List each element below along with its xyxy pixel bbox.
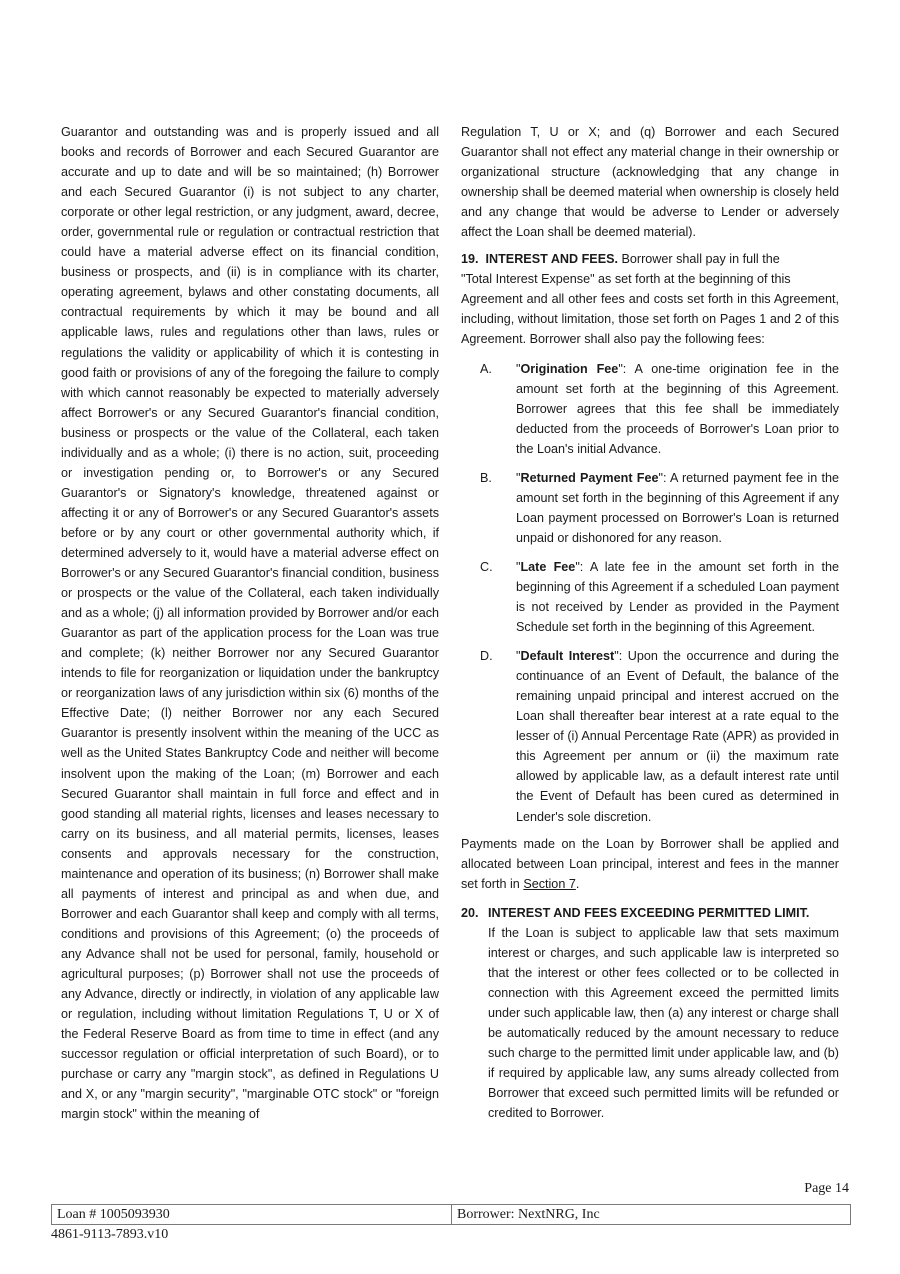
section-19-intro	[461, 249, 839, 349]
fee-letter: C.	[480, 559, 493, 574]
fee-item: B. "Returned Payment Fee": A returned payment fee in the amount set forth in the beginning of this Agreement if any Loan payment processed on Borrower's Loan is returned unpaid or dishonored for any reason.	[461, 468, 839, 548]
section-20	[461, 903, 839, 1124]
fee-term: Default Interest	[520, 649, 615, 664]
section-19-number: 19.	[461, 252, 479, 267]
footer-table	[51, 1204, 851, 1225]
document-id: 4861-9113-7893.v10	[51, 1227, 169, 1242]
section-20-title: INTEREST AND FEES EXCEEDING PERMITTED LIMIT.	[488, 905, 810, 920]
continuation-paragraph: Regulation T, U or X; and (q) Borrower and each Secured Guarantor shall not effect any material change in their ownership or organizational structure (acknowledging that any change in ownership shall be deemed material when ownership is closely held and any change that would be adverse to Lender or adversely affect the Loan shall be deemed material).	[461, 125, 840, 240]
fee-text: A late fee in the amount set forth in the beginning of this Agreement if a scheduled Loan payment is not received by Lender as provided in the Payment Schedule set forth in the beginning of this Agreement.	[516, 559, 839, 635]
left-paragraph: Guarantor and outstanding was and is properly issued and all books and records of Borrower and each Secured Guarantor are accurate and up to date and will be so maintained; (h) Borrower and each Secured Guarantor (i) is not subject to any charter, corporate or other legal restriction, or any judgment, award, decree, order, governmental rule or regulation or contractual restriction that could have a material adverse effect on its financial condition, business or prospects, and (ii) is in compliance with its charter, operating agreement, bylaws and other constating documents, all contractual requirements by which it may be bound and all applicable laws, rules and regulations other than laws, rules or regulations the validity or applicability of which it is contesting in good faith or provisions of any of the foregoing the failure to comply with which cannot reasonably be expected to materially adversely affect Borrower's or any Secured Guarantor's financial condition, business or prospects or the value of the Collateral, each taken individually and as a whole; (i) there is no action, suit, proceeding or investigation pending or, to Borrower's or any Secured Guarantor's or Signatory's knowledge, threatened against or affecting it or any of Borrower's or any Secured Guarantor's assets before or by any court or other governmental authority which, if determined adversely to it, would have a material adverse effect on Borrower's or any Secured Guarantor's financial condition, business or prospects or the value of the Collateral, each taken individually and as a whole; (j) all information provided by Borrower and/or each Guarantor as part of the application process for the Loan was true and complete; (k) neither Borrower nor any Secured Guarantor intends to file for reorganization or liquidation under the bankruptcy or reorganization laws of any jurisdiction within six (6) months of the Effective Date; (l) neither Borrower nor any each Secured Guarantor is presently insolvent within the meaning of the UCC as well as the United States Bankruptcy Code and neither will become insolvent upon the making of the Loan; (m) Borrower and each Secured Guarantor shall maintain in full force and effect and in good standing all material rights, licenses and leases necessary to carry on its business, and all material permits, licenses, leases consents and approvals necessary for the construction, maintenance and operation of its business; (n) Borrower shall make all payments of interest and principal as and when due, and Borrower and each Guarantor shall keep and comply with all terms, conditions and provisions of this Agreement; (o) the proceeds of any Advance shall not be used for personal, family, household or agricultural purposes; (p) Borrower shall not use the proceeds of any Advance, directly or indirectly, in violation of any applicable law or regulation, including without limitation Regulations T, U or X of the Federal Reserve Board as from time to time in effect (and any successor regulation or official interpretation of such Board), or to purchase or carry any "margin stock", as defined in Regulations U and X, or any "margin security", "marginable OTC stock" or "foreign margin stock" within the meaning of	[61, 125, 440, 1122]
left-column	[61, 122, 439, 1124]
fee-item: D. "Default Interest": Upon the occurrence and during the continuance of an Event of Default, the balance of the remaining unpaid principal and interest accrued on the Loan shall thereafter bear interest at a rate equal to the lesser of (i) Annual Percentage Rate (APR) as provided in this Agreement per annum or (ii) the maximum rate allowed by applicable law, as a default interest rate until the Event of Default has been cured as determined in Lender's sole discretion.	[461, 646, 839, 826]
fee-text: Upon the occurrence and during the continuance of an Event of Default, the balance of the remaining unpaid principal and interest accrued on the Loan shall thereafter bear interest at a rate equal to the lesser of (i) Annual Percentage Rate (APR) as provided in this Agreement per annum or (ii) the maximum rate allowed by applicable law, as a default interest rate until the Event of Default has been cured as determined in Lender's sole discretion.	[516, 649, 839, 824]
section-7-link[interactable]: Section 7	[523, 876, 576, 891]
section-19-title: INTEREST AND FEES.	[485, 252, 618, 267]
payments-paragraph: Payments made on the Loan by Borrower shall be applied and allocated between Loan principal, interest and fees in the manner set forth in Section 7.	[461, 836, 839, 891]
section-20-number: 20.	[461, 905, 479, 920]
fee-term: Late Fee	[520, 559, 576, 574]
loan-number: Loan # 1005093930	[52, 1205, 452, 1224]
section-20-body: If the Loan is subject to applicable law that sets maximum interest or charges, and such applicable law is interpreted so that the interest or other fees collected or to be collected in connection with this Agreement exceed the permitted limits under such applicable law, then (a) any interest or charge shall be automatically reduced by the amount necessary to reduce such charge to the permitted limit under applicable law, and (b) if required by applicable law, any sums already collected from Borrower that exceed such permitted limits will be refunded or credited to Borrower.	[488, 925, 839, 1121]
fee-text: A one-time origination fee in the amount set forth at the beginning of this Agreement. Borrower agrees that this fee shall be immediately deducted from the proceeds of Borrower's Loan prior to the Loan's initial Advance.	[516, 361, 839, 456]
fee-letter: D.	[480, 649, 493, 664]
fee-letter: A.	[480, 361, 492, 376]
fee-text: A returned payment fee in the amount set forth in the beginning of this Agreement if any Loan payment processed on Borrower's Loan is returned unpaid or dishonored for any reason.	[516, 470, 839, 545]
section-19-rest: Agreement and all other fees and costs set forth in this Agreement, including, without limitation, those set forth on Pages 1 and 2 of this Agreement. Borrower shall also pay the following fees:	[461, 292, 839, 347]
fee-term: Origination Fee	[520, 361, 619, 376]
page-number: Page 14	[804, 1181, 849, 1196]
section-19-line1: Borrower shall pay in full the	[621, 252, 780, 267]
borrower-name: Borrower: NextNRG, Inc	[457, 1207, 600, 1222]
section-19-line2: "Total Interest Expense" as set forth at the beginning of this	[461, 272, 791, 287]
fee-letter: B.	[480, 470, 492, 485]
right-column	[461, 122, 839, 1123]
fee-item: A. "Origination Fee": A one-time origination fee in the amount set forth at the beginning of this Agreement. Borrower agrees that this fee shall be immediately deducted from the proceeds of Borrower's Loan prior to the Loan's initial Advance.	[461, 359, 839, 459]
fee-term: Returned Payment Fee	[520, 470, 659, 485]
fee-item: C. "Late Fee": A late fee in the amount set forth in the beginning of this Agreement if a scheduled Loan payment is not received by Lender as provided in the Payment Schedule set forth in the beginning of this Agreement.	[461, 557, 839, 637]
